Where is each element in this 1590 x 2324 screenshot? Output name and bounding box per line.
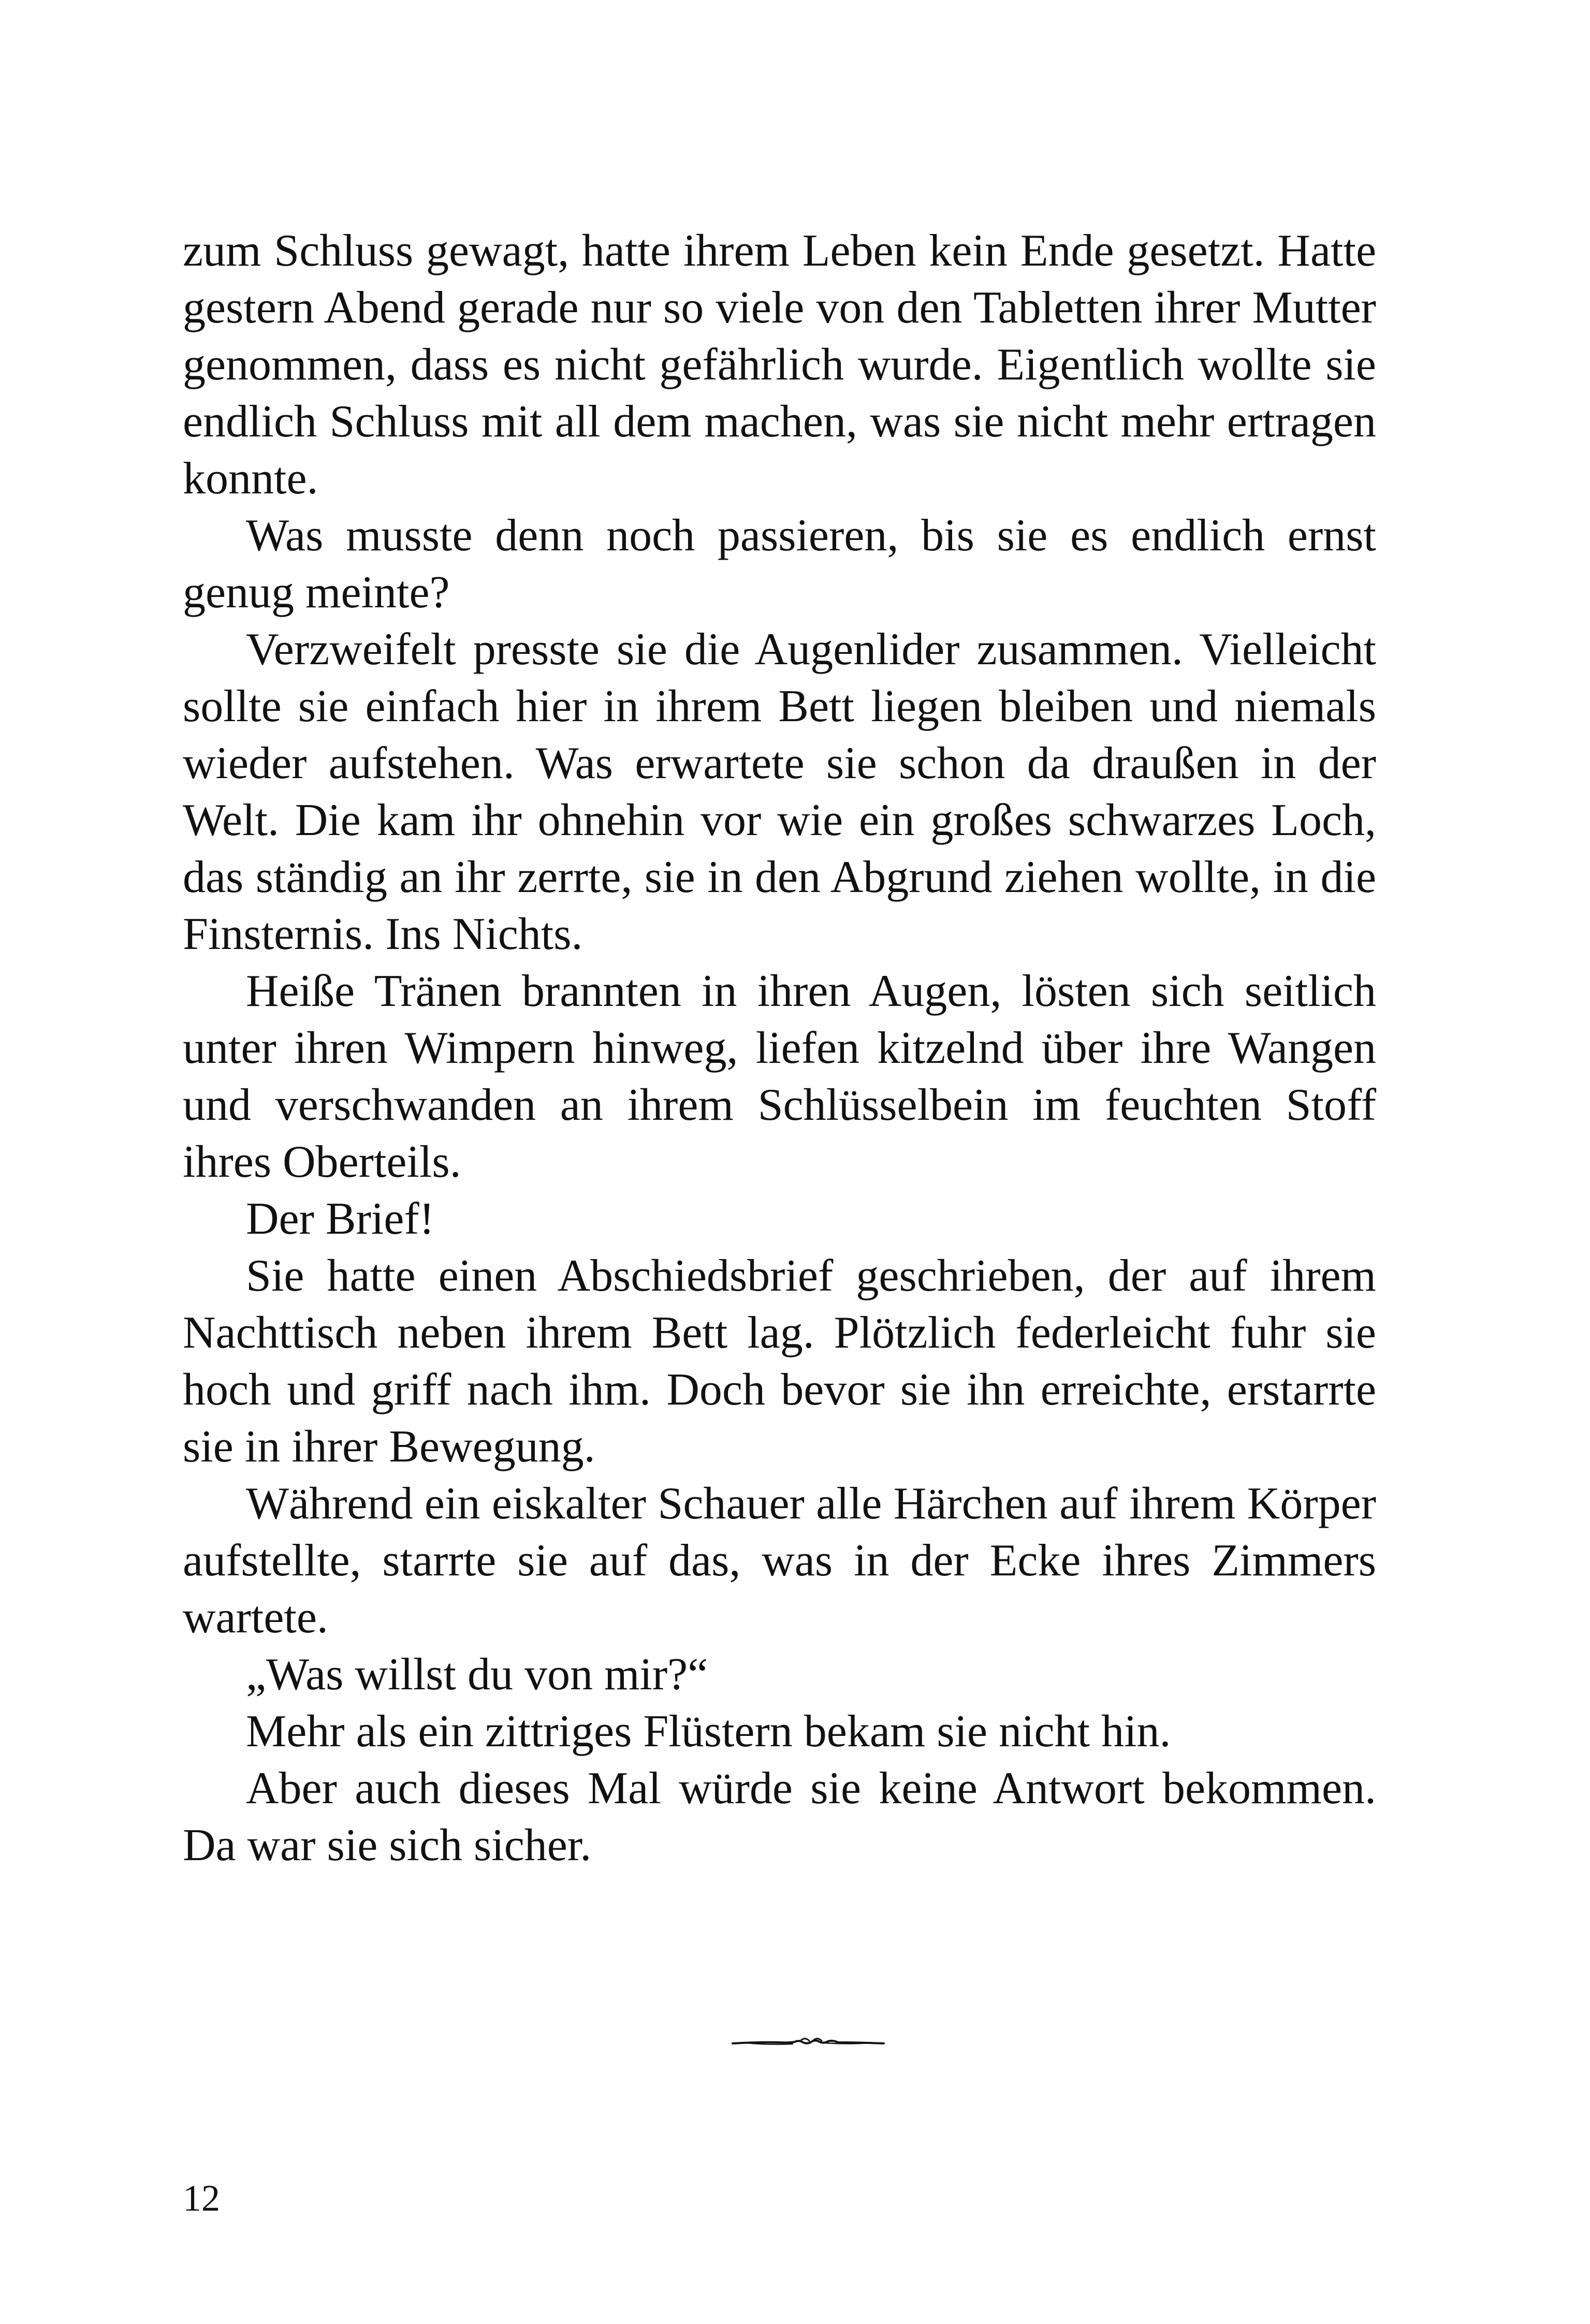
paragraph-6: Sie hatte einen Abschiedsbrief geschrieben, der auf ihrem Nachttisch neben ihrem Bett lag. Plötzlich federleicht fuhr sie hoch und griff nach ihm. Doch bevor sie ihn erreichte, erstarrte sie in ihrer Bewegung. — [183, 1251, 1376, 1472]
paragraph-8: „Was willst du von mir?“ — [246, 1649, 708, 1700]
paragraph-5: Der Brief! — [246, 1194, 435, 1244]
paragraph-4: Heiße Tränen brannten in ihren Augen, lösten sich seitlich unter ihren Wimpern hinweg, liefen kitzelnd über ihre Wangen und verschwanden an ihrem Schlüsselbein im feuchten Stoff ihres Oberteils. — [183, 966, 1376, 1187]
paragraph-3: Verzweifelt presste sie die Augenlider zusammen. Vielleicht sollte sie einfach hier in ihrem Bett liegen bleiben und niemals wieder aufstehen. Was erwartete sie schon da draußen in der Welt. Die kam ihr ohnehin vor wie ein großes schwarzes Loch, das ständig an ihr zerrte, sie in den Abgrund ziehen wollte, in die Finsternis. Ins Nichts. — [183, 624, 1376, 959]
paragraph-10: Aber auch dieses Mal würde sie keine Antwort bekommen. Da war sie sich sicher. — [183, 1763, 1376, 1870]
paragraph-2: Was musste denn noch passieren, bis sie es endlich ernst genug meinte? — [183, 510, 1376, 618]
flourish-divider-icon — [731, 2029, 886, 2055]
paragraph-7: Während ein eiskalter Schauer alle Härchen auf ihrem Körper aufstellte, starrte sie auf das, was in der Ecke ihres Zimmers wartete. — [183, 1479, 1376, 1643]
page-number: 12 — [183, 2177, 220, 2219]
paragraph-1: zum Schluss gewagt, hatte ihrem Leben kein Ende gesetzt. Hatte gestern Abend gerade nur so viele von den Tabletten ihrer Mutter genommen, dass es nicht gefährlich wurde. Eigentlich wollte sie endlich Schluss mit all dem machen, was sie nicht mehr ertragen konnte. — [183, 226, 1376, 504]
paragraph-9: Mehr als ein zittriges Flüstern bekam sie nicht hin. — [246, 1706, 1171, 1757]
body-text — [183, 223, 1376, 1874]
